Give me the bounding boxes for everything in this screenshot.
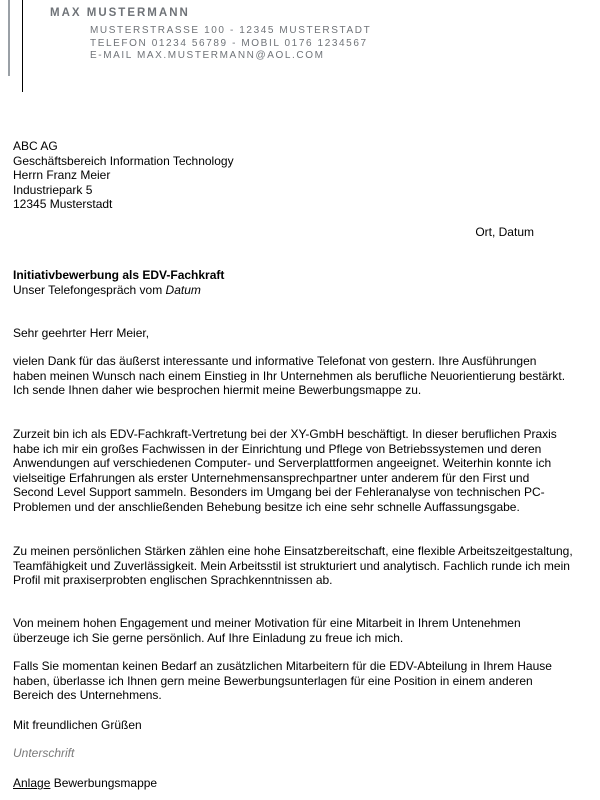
subject-block bbox=[13, 268, 224, 297]
salutation: Sehr geehrter Herr Meier, bbox=[13, 326, 150, 340]
recipient-person: Herrn Franz Meier bbox=[13, 168, 111, 182]
subject-reference-text: Unser Telefongespräch vom bbox=[13, 282, 166, 297]
attachment-line bbox=[13, 776, 157, 790]
paragraph-alternative: Falls Sie momentan keinen Bedarf an zusätzlichen Mitarbeitern für die EDV-Abteilung in Ihrem Hause haben, überlasse ich Ihnen gern meine Bewerbungsunterlagen für eine Position in einem anderen Bereich des Unternehmens. bbox=[13, 659, 552, 702]
letterhead-rule-outer bbox=[8, 0, 10, 76]
subject-reference bbox=[13, 283, 224, 298]
sender-phone: TELEFON 01234 56789 - MOBIL 0176 1234567 bbox=[90, 38, 368, 49]
paragraph-motivation: Von meinem hohen Engagement und meiner Motivation für eine Mitarbeit in Ihrem Untenehmen überzeuge ich Sie gerne persönlich. Auf Ihre Einladung zu freue ich mich. bbox=[13, 616, 521, 645]
recipient-address bbox=[13, 139, 234, 212]
paragraph-intro: vielen Dank für das äußerst interessante und informative Telefonat von gestern. Ihre Ausführungen haben meinen Wunsch nach einem Einstieg in Ihr Unternehmen als berufliche Neuorientierung bestärkt. Ich sende Ihnen daher wie besprochen hiermit meine Bewerbungsmappe zu. bbox=[13, 354, 566, 397]
subject-title: Initiativbewerbung als EDV-Fachkraft bbox=[13, 268, 225, 282]
recipient-department: Geschäftsbereich Information Technology bbox=[13, 153, 234, 168]
attachment-text: Bewerbungsmappe bbox=[50, 776, 158, 790]
sender-email: E-MAIL MAX.MUSTERMANN@AOL.COM bbox=[90, 50, 325, 61]
recipient-street: Industriepark 5 bbox=[13, 182, 93, 197]
paragraph-strengths: Zu meinen persönlichen Stärken zählen eine hohe Einsatzbereitschaft, eine flexible Arbeitszeitgestaltung, Teamfähigkeit und Zuverlässigkeit. Mein Arbeitsstil ist strukturiert und analytisch. Fachlich runde ich mein Profil mit praxiserprobten englischen Sprachkenntnissen ab. bbox=[13, 544, 573, 587]
paragraph-experience: Zurzeit bin ich als EDV-Fachkraft-Vertretung bei der XY-GmbH beschäftigt. In dieser beruflichen Praxis habe ich mir ein großes Fachwissen in der Einrichtung und Pflege von Betriebssystemen und deren Anwendungen auf verschiedenen Computer- und Serverplattformen angeeignet. Weiterhin konnte ich vielseitige Erfahrungen als erster Unternehmensansprechpartner unter anderem für den First und Second Level Support sammeln. Besonders im Umgang bei der Fehleranalyse von technischen PC-Problemen und der anschließenden Behebung besitze ich eine sehr schnelle Auffassungsgabe. bbox=[13, 427, 557, 514]
sender-name: MAX MUSTERMANN bbox=[50, 7, 190, 19]
sender-address: MUSTERSTRASSE 100 - 12345 MUSTERSTADT bbox=[90, 25, 372, 36]
place-date: Ort, Datum bbox=[475, 225, 534, 239]
closing: Mit freundlichen Grüßen bbox=[13, 718, 142, 732]
letterhead-rule-inner bbox=[22, 0, 23, 92]
attachment-label: Anlage bbox=[13, 776, 51, 790]
recipient-city: 12345 Musterstadt bbox=[13, 197, 113, 211]
subject-reference-date: Datum bbox=[165, 282, 201, 297]
recipient-company: ABC AG bbox=[13, 139, 58, 153]
signature-placeholder: Unterschrift bbox=[13, 746, 75, 760]
